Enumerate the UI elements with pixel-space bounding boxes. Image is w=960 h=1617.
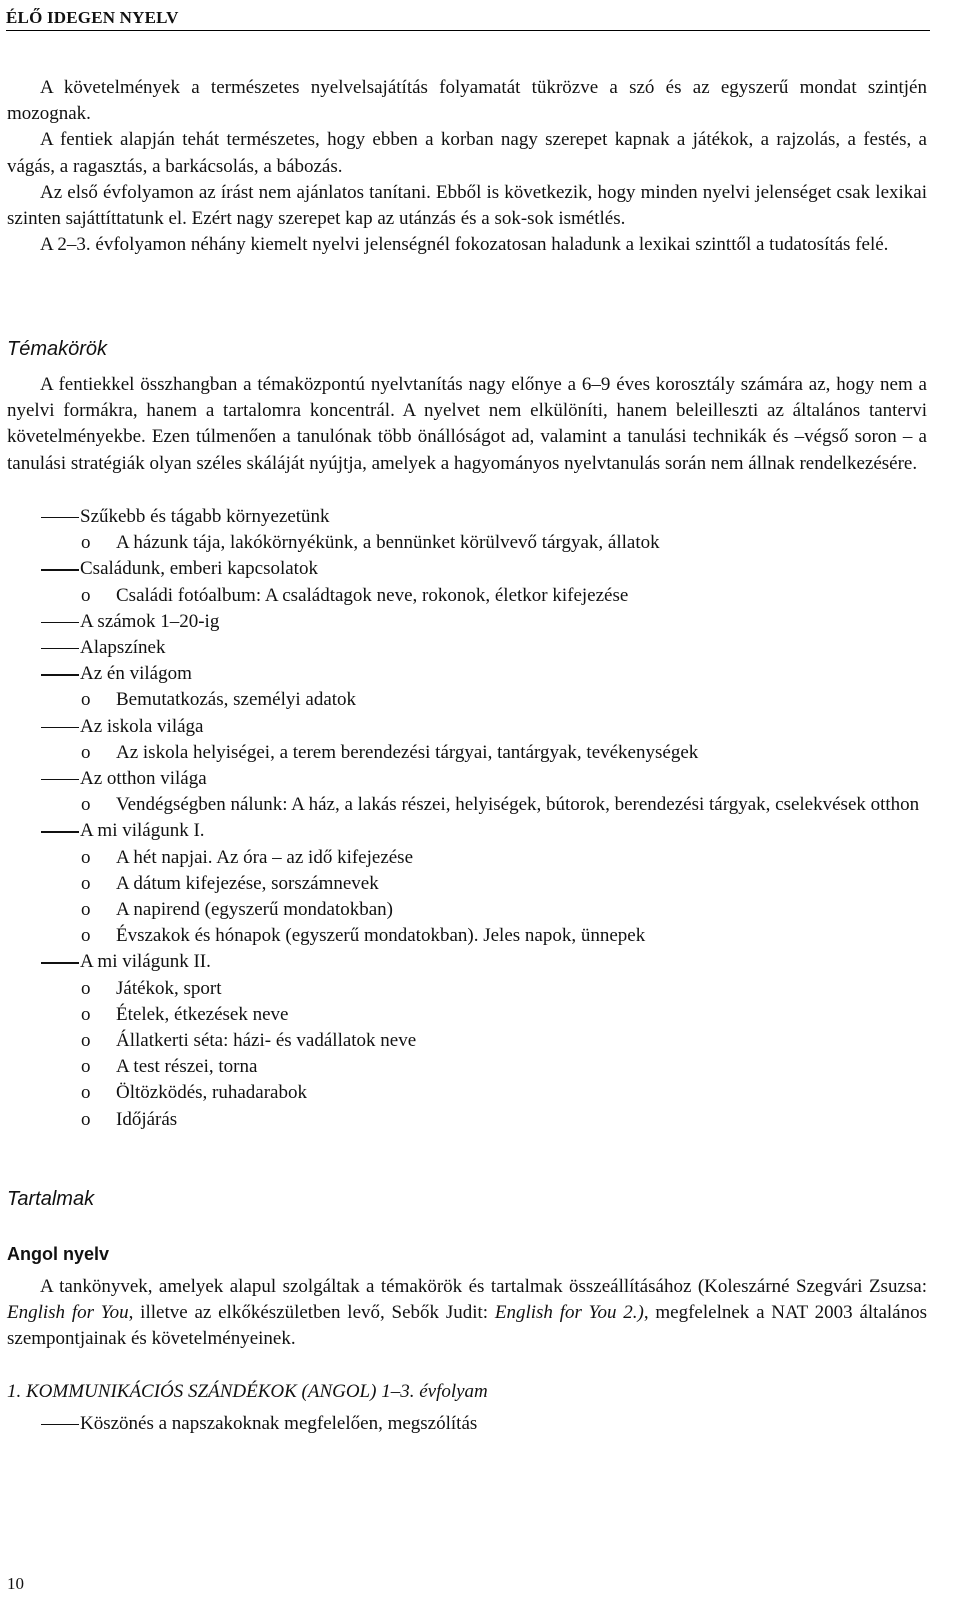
- dash-bullet: [41, 517, 79, 518]
- list-item: [7, 714, 927, 740]
- circle-bullet: o: [81, 899, 91, 921]
- dash-bullet: [41, 779, 79, 780]
- sub-list-item: [7, 792, 927, 818]
- angol-section: [7, 1274, 927, 1353]
- list-item: [7, 949, 927, 975]
- list-item-text: Játékok, sport: [116, 977, 222, 999]
- list-item-text: Családunk, emberi kapcsolatok: [80, 558, 318, 580]
- circle-bullet: o: [81, 1082, 91, 1104]
- list-item-text: Az én világom: [80, 663, 192, 685]
- list-item: [7, 1411, 927, 1437]
- circle-bullet: o: [81, 1003, 91, 1025]
- intro-paragraph-3: Az első évfolyamon az írást nem ajánlatos tanítani. Ebből is következik, hogy minden nyelvi jelenséget csak lexikai szinten sajáttíttatunk el. Ezért nagy szerepet kap az utánzás és a sok-sok ismétlés.: [7, 181, 927, 230]
- list-item-text: A dátum kifejezése, sorszámnevek: [116, 872, 379, 894]
- dash-bullet: [41, 569, 79, 570]
- list-item-text: Az otthon világa: [80, 768, 207, 790]
- temakorok-heading: Témakörök: [7, 338, 108, 360]
- section-title: [7, 1379, 927, 1405]
- list-item-text: A test részei, torna: [116, 1056, 258, 1078]
- circle-bullet: o: [81, 846, 91, 868]
- angol-list: [7, 1411, 927, 1437]
- sub-list-item: [7, 530, 927, 556]
- list-item-text: Szűkebb és tágabb környezetünk: [80, 506, 330, 527]
- list-item-text: Alapszínek: [80, 637, 166, 659]
- angol-text-1: A tankönyvek, amelyek alapul szolgáltak a témakörök és tartalmak összeállításához (Koleszárné Szegvári Zsuzsa:: [40, 1276, 927, 1297]
- sub-list-item: [7, 1002, 927, 1028]
- circle-bullet: o: [81, 977, 91, 999]
- list-item-text: Évszakok és hónapok (egyszerű mondatokban). Jeles napok, ünnepek: [116, 925, 646, 947]
- list-item: [7, 661, 927, 687]
- sub-list-item: [7, 1080, 927, 1106]
- list-item-text: A mi világunk I.: [80, 820, 205, 842]
- list-item-text: Bemutatkozás, személyi adatok: [116, 689, 357, 711]
- dash-bullet: [41, 648, 79, 649]
- sub-list-item: [7, 897, 927, 923]
- sub-list-item: [7, 1054, 927, 1080]
- list-item-text: A hét napjai. Az óra – az idő kifejezése: [116, 846, 414, 868]
- list-item: [7, 818, 927, 844]
- circle-bullet: o: [81, 689, 91, 711]
- circle-bullet: o: [81, 872, 91, 894]
- circle-bullet: o: [81, 532, 91, 554]
- list-item: [7, 556, 927, 582]
- dash-bullet: [41, 674, 79, 675]
- list-item-text: A házunk tája, lakókörnyékünk, a bennünket körülvevő tárgyak, állatok: [116, 532, 660, 554]
- sub-list-item: [7, 976, 927, 1002]
- angol-paragraph: [7, 1274, 927, 1353]
- list-item: [7, 766, 927, 792]
- sub-list-item: [7, 871, 927, 897]
- list-item-text: Vendégségben nálunk: A ház, a lakás részei, helyiségek, bútorok, berendezési tárgyak, cselekvések otthon: [116, 794, 920, 816]
- sub-list-item: [7, 1107, 927, 1133]
- list-item: [7, 609, 927, 635]
- list-item-text: A napirend (egyszerű mondatokban): [116, 899, 393, 921]
- circle-bullet: o: [81, 741, 91, 763]
- circle-bullet: o: [81, 1108, 91, 1130]
- dash-bullet: [41, 962, 79, 963]
- list-item-text: A mi világunk II.: [80, 951, 211, 973]
- page-number: 10: [7, 1574, 24, 1593]
- kommunikacios-title: 1. KOMMUNIKÁCIÓS SZÁNDÉKOK (ANGOL) 1–3. évfolyam: [7, 1381, 488, 1402]
- list-item-text: Az iskola világa: [80, 715, 204, 737]
- book-title-1: English for You: [7, 1302, 129, 1324]
- list-item-text: Családi fotóalbum: A családtagok neve, rokonok, életkor kifejezése: [116, 584, 629, 606]
- angol-heading: Angol nyelv: [7, 1244, 110, 1264]
- circle-bullet: o: [81, 584, 91, 606]
- angol-text-2: , illetve az elkőkészületben levő, Sebők Judit:: [128, 1302, 495, 1324]
- temakorok-paragraph: A fentiekkel összhangban a témaközpontú nyelvtanítás nagy előnye a 6–9 éves korosztály számára az, hogy nem a nyelvi formákra, hanem a tartalomra koncentrál. A nyelvet nem elkülöníti, hanem beleilleszti az általános tantervi követelményekbe. Ezen túlmenően a tanulónak több önállóságot ad, valamint a tanulási technikák és –végső soron – a tanulási stratégiák olyan széles skáláját nyújtja, amelyek a hagyományos nyelvtanulás során nem állnak rendelkezésére.: [7, 374, 927, 474]
- book-title-2: English for You 2.): [494, 1302, 644, 1324]
- temakorok-section: [7, 372, 927, 477]
- circle-bullet: o: [81, 1030, 91, 1052]
- tartalmak-heading: Tartalmak: [7, 1188, 95, 1210]
- intro-section: [7, 75, 927, 258]
- list-item-text: Időjárás: [116, 1108, 178, 1130]
- list-item: [7, 504, 927, 530]
- angol-text-3: , megfelelnek a NAT 2003 általános szempontjainak és követelményeinek.: [7, 1302, 927, 1350]
- dash-bullet: [41, 622, 79, 623]
- list-item: [7, 635, 927, 661]
- intro-paragraph-1: A követelmények a természetes nyelvelsajátítás folyamatát tükrözve a szó és az egyszerű mondat szintjén mozognak.: [7, 77, 927, 125]
- circle-bullet: o: [81, 1056, 91, 1078]
- sub-list-item: [7, 845, 927, 871]
- list-item-text: Öltözködés, ruhadarabok: [116, 1082, 307, 1104]
- circle-bullet: o: [81, 925, 91, 947]
- dash-bullet: [41, 831, 79, 832]
- dash-bullet: [41, 1424, 79, 1425]
- intro-paragraph-2: A fentiek alapján tehát természetes, hogy ebben a korban nagy szerepet kapnak a játékok, a rajzolás, a festés, a vágás, a ragasztás, a barkácsolás, a bábozás.: [7, 129, 927, 177]
- sub-list-item: [7, 583, 927, 609]
- circle-bullet: o: [81, 794, 91, 816]
- list-item-text: Ételek, étkezések neve: [116, 1003, 289, 1025]
- sub-list-item: [7, 687, 927, 713]
- running-header: ÉLŐ IDEGEN NYELV: [6, 8, 179, 27]
- topic-list: [7, 504, 927, 1133]
- list-item-text: Állatkerti séta: házi- és vadállatok neve: [116, 1030, 417, 1052]
- list-item-text: A számok 1–20-ig: [80, 610, 220, 632]
- list-item-text: Köszönés a napszakoknak megfelelően, megszólítás: [80, 1413, 478, 1434]
- sub-list-item: [7, 923, 927, 949]
- sub-list-item: [7, 1028, 927, 1054]
- sub-list-item: [7, 740, 927, 766]
- dash-bullet: [41, 727, 79, 728]
- list-item-text: Az iskola helyiségei, a terem berendezési tárgyai, tantárgyak, tevékenységek: [116, 741, 699, 763]
- header-rule: [6, 30, 930, 31]
- intro-paragraph-4: A 2–3. évfolyamon néhány kiemelt nyelvi jelenségnél fokozatosan haladunk a lexikai szinttől a tudatosítás felé.: [40, 234, 889, 256]
